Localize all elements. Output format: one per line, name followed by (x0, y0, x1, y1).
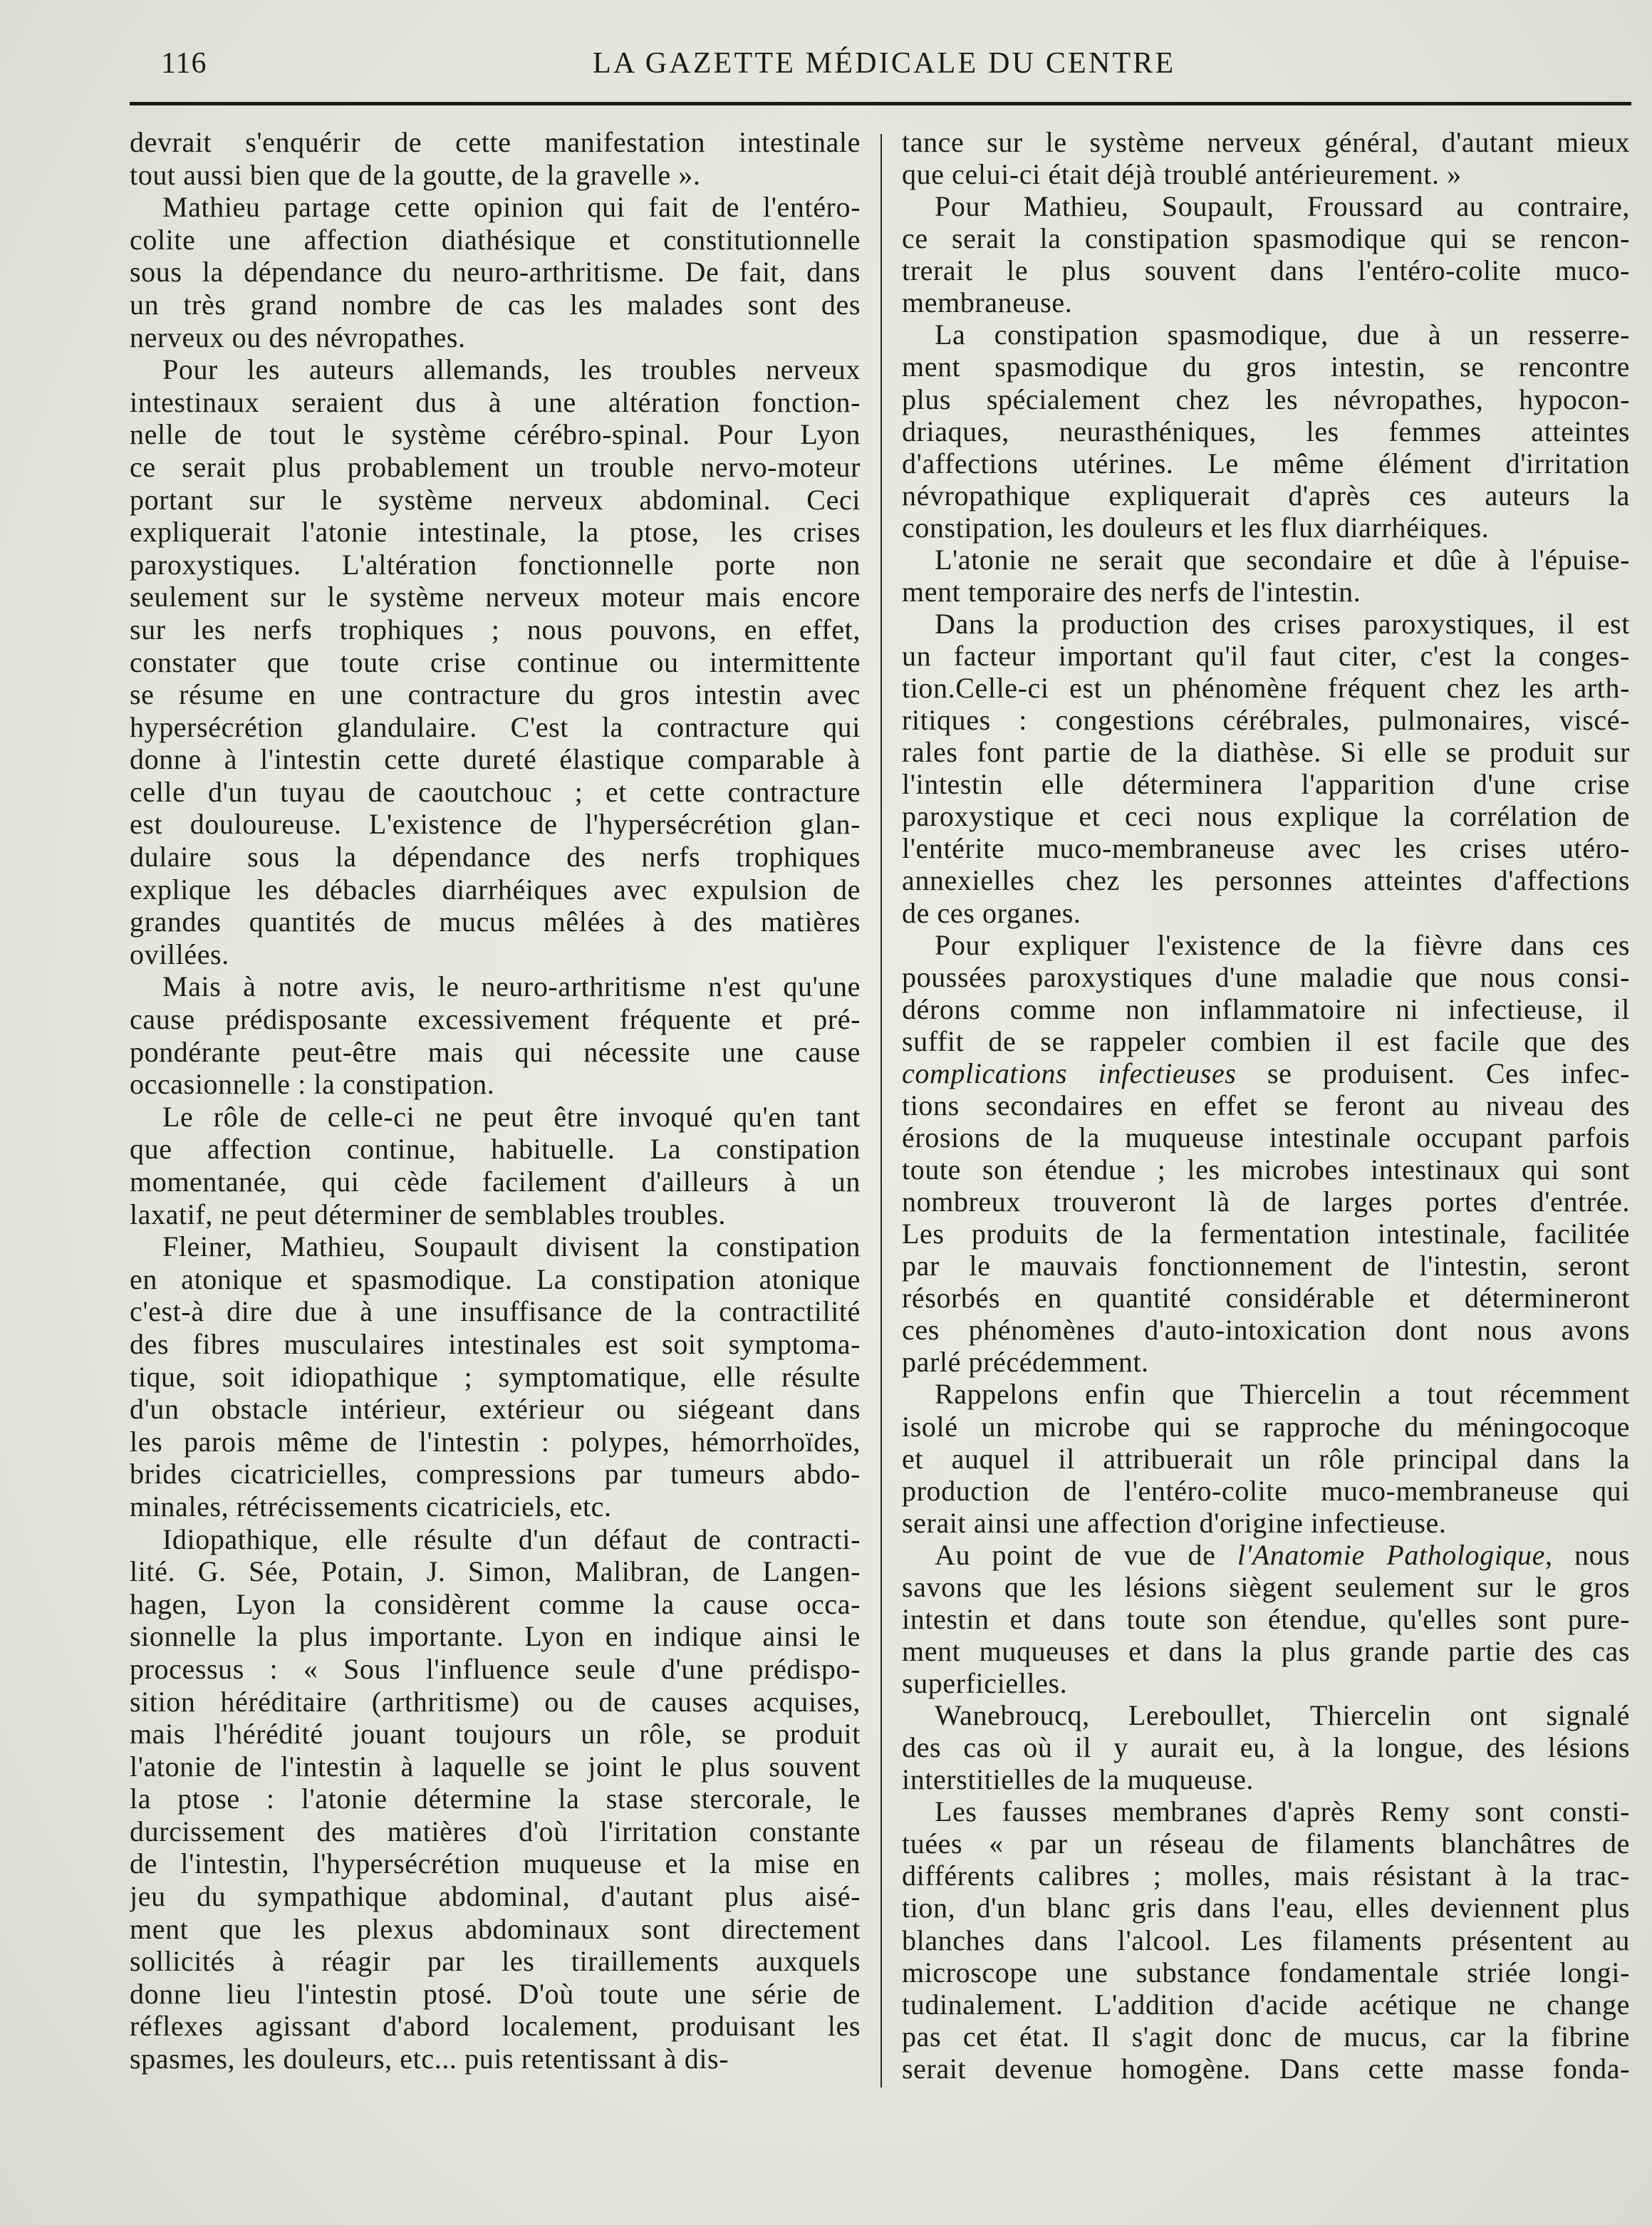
italic-text: complications infectieuses (902, 1057, 1237, 1089)
text-line: Dans la production des crises paroxystiques, il est (935, 607, 1630, 640)
text-line: d'affections utérines. Le même élément d'irritation (902, 447, 1630, 479)
right-column (902, 126, 1630, 2085)
text-line: hypersécrétion glandulaire. C'est la contracture qui (130, 710, 861, 743)
text-line: momentanée, qui cède facilement d'ailleurs à un (130, 1166, 861, 1198)
text-line: ce serait la constipation spasmodique qui se rencon- (902, 222, 1630, 255)
text-line: différents calibres ; molles, mais résistant à la trac- (902, 1860, 1630, 1892)
text-line: tion.Celle-ci est un phénomène fréquent chez les arth- (902, 672, 1630, 705)
text-line: résorbés en quantité considérable et détermineront (902, 1282, 1630, 1314)
text-line: tions secondaires en effet se feront au niveau des (902, 1089, 1630, 1121)
paragraph (902, 929, 1630, 1379)
text-line: les parois même de l'intestin : polypes, hémorrhoïdes, (130, 1425, 861, 1458)
paragraph (130, 126, 861, 191)
text-line: colite une affection diathésique et constitutionnelle (130, 223, 861, 256)
text-line: l'atonie de l'intestin à laquelle se joint le plus souvent (130, 1750, 861, 1783)
text-line: rales font partie de la diathèse. Si elle se produit sur (902, 736, 1630, 769)
text-line: blanches dans l'alcool. Les filaments présentent au (902, 1924, 1630, 1956)
text-line: La constipation spasmodique, due à un resserre- (935, 318, 1630, 351)
paragraph (902, 318, 1630, 543)
text-line: sur les nerfs trophiques ; nous pouvons, en effet, (130, 613, 861, 645)
text-line: cause prédisposante excessivement fréquente et pré- (130, 1003, 861, 1036)
paragraph (130, 1101, 861, 1230)
text-line: parlé précédemment. (902, 1346, 1149, 1379)
text-line: l'intestin elle déterminera l'apparition d'une crise (902, 768, 1630, 801)
text-line: membraneuse. (902, 286, 1073, 319)
text-line: est douloureuse. L'existence de l'hypersécrétion glan- (130, 808, 861, 841)
text-line: intestin et dans toute son étendue, qu'elles sont pure- (902, 1602, 1630, 1635)
paragraph (902, 126, 1630, 190)
text-line: durcissement des matières d'où l'irritation constante (130, 1815, 861, 1847)
text-line: lité. G. Sée, Potain, J. Simon, Malibran, de Langen- (130, 1555, 861, 1588)
text-line: que affection continue, habituelle. La constipation (130, 1133, 861, 1166)
text-line: tique, soit idiopathique ; symptomatique, elle résulte (130, 1360, 861, 1393)
text-line: de ces organes. (902, 896, 1081, 929)
text-line: seulement sur le système nerveux moteur mais encore (130, 581, 861, 613)
text-line: un facteur important qu'il faut citer, c'est la conges- (902, 640, 1630, 672)
text-line: tuées « par un réseau de filaments blanchâtres de (902, 1827, 1630, 1860)
text-line: savons que les lésions siègent seulement sur le gros (902, 1570, 1630, 1603)
text-line: jeu du sympathique abdominal, d'autant plus aisé- (130, 1880, 861, 1913)
text-line: sollicités à réagir par les tiraillements auxquels (130, 1945, 861, 1978)
text-line: ovillées. (130, 938, 229, 970)
text-line: isolé un microbe qui se rapproche du méningocoque (902, 1410, 1630, 1443)
text-line: constater que toute crise continue ou intermittente (130, 645, 861, 678)
text-line: Pour Mathieu, Soupault, Froussard au contraire, (935, 190, 1630, 223)
paragraph (902, 1539, 1630, 1699)
paragraph (902, 544, 1630, 608)
text-line: laxatif, ne peut déterminer de semblables troubles. (130, 1198, 726, 1230)
text-line: des cas où il y aurait eu, à la longue, des lésions (902, 1731, 1630, 1764)
text-line: ce serait plus probablement un trouble nervo-moteur (130, 450, 861, 483)
text-line: sition héréditaire (arthritisme) ou de causes acquises, (130, 1685, 861, 1718)
text-line: dulaire sous la dépendance des nerfs trophiques (130, 841, 861, 873)
column-divider (880, 134, 882, 2087)
left-column (130, 126, 861, 2075)
text-line: névropathique expliquerait d'après ces auteurs la (902, 479, 1630, 512)
text-line: ment spasmodique du gros intestin, se rencontre (902, 351, 1630, 383)
text-line: suffit de se rappeler combien il est facile que des (902, 1025, 1630, 1057)
text-line: l'entérite muco-membraneuse avec les crises utéro- (902, 832, 1630, 865)
text-line: hagen, Lyon la considèrent comme la cause occa- (130, 1587, 861, 1620)
text-line: minales, rétrécissements cicatriciels, etc. (130, 1490, 612, 1523)
text-line: spasmes, les douleurs, etc... puis retentissant à dis- (130, 2043, 729, 2075)
text-line: Fleiner, Mathieu, Soupault divisent la constipation (162, 1230, 861, 1263)
text-line: sionnelle la plus importante. Lyon en indique ainsi le (130, 1620, 861, 1653)
text-line: ment que les plexus abdominaux sont directement (130, 1912, 861, 1945)
page-number: 116 (161, 47, 207, 80)
text-run: se produisent. Ces infec- (1236, 1057, 1630, 1089)
text-line: expliquerait l'atonie intestinale, la ptose, les crises (130, 516, 861, 549)
text-line: Mais à notre avis, le neuro-arthritisme n'est qu'une (162, 970, 861, 1003)
text-line: Le rôle de celle-ci ne peut être invoqué qu'en tant (162, 1100, 861, 1133)
text-line: Les produits de la fermentation intestinale, facilitée (902, 1218, 1630, 1250)
text-line: Rappelons enfin que Thiercelin a tout récemment (935, 1378, 1630, 1411)
text-line: intestinaux seraient dus à une altération fonction- (130, 385, 861, 418)
text-line: se résume en une contracture du gros intestin avec (130, 678, 861, 711)
paragraph (130, 353, 861, 970)
text-line: donne à l'intestin cette dureté élastique comparable à (130, 743, 861, 776)
text-line: réflexes agissant d'abord localement, produisant les (130, 2010, 861, 2043)
text-line: nombreux trouveront là de larges portes d'entrée. (902, 1186, 1630, 1218)
text-line: érosions de la muqueuse intestinale occupant parfois (902, 1121, 1630, 1153)
text-line: serait devenue homogène. Dans cette masse fonda- (902, 2052, 1630, 2085)
text-line: que celui-ci était déjà troublé antérieurement. » (902, 158, 1462, 191)
text-line: Wanebroucq, Lereboullet, Thiercelin ont signalé (935, 1699, 1630, 1732)
text-line: et auquel il attribuerait un rôle principal dans la (902, 1442, 1630, 1475)
paragraph (130, 1230, 861, 1523)
paragraph (902, 190, 1630, 318)
text-line: interstitielles de la muqueuse. (902, 1763, 1254, 1796)
text-line: donne lieu l'intestin ptosé. D'où toute une série de (130, 1977, 861, 2010)
paragraph (902, 1378, 1630, 1538)
text-line (902, 1057, 1630, 1089)
text-line: tion, d'un blanc gris dans l'eau, elles deviennent plus (902, 1892, 1630, 1924)
italic-text: l'Anatomie Pathologique (1237, 1538, 1546, 1571)
journal-title: LA GAZETTE MÉDICALE DU CENTRE (593, 47, 1176, 80)
text-line: Pour les auteurs allemands, les troubles nerveux (162, 353, 861, 386)
text-run: Au point de vue de (935, 1538, 1237, 1571)
text-line: Pour expliquer l'existence de la fièvre dans ces (935, 928, 1630, 961)
text-line: portant sur le système nerveux abdominal. Ceci (130, 483, 861, 516)
paragraph (902, 1699, 1630, 1795)
text-line: L'atonie ne serait que secondaire et dûe à l'épuise- (935, 543, 1630, 576)
text-line: des fibres musculaires intestinales est soit symptoma- (130, 1327, 861, 1360)
text-line: ment temporaire des nerfs de l'intestin. (902, 575, 1361, 608)
text-line: sous la dépendance du neuro-arthritisme. De fait, dans (130, 256, 861, 289)
text-line: occasionnelle : la constipation. (130, 1068, 495, 1101)
text-line: mais l'hérédité jouant toujours un rôle, se produit (130, 1718, 861, 1751)
text-line: superficielles. (902, 1667, 1068, 1699)
text-line: devrait s'enquérir de cette manifestation intestinale (130, 126, 861, 158)
text-line: toute son étendue ; les microbes intestinaux qui sont (902, 1153, 1630, 1186)
text-line: Idiopathique, elle résulte d'un défaut de contracti- (162, 1523, 861, 1555)
text-line: ment muqueuses et dans la plus grande partie des cas (902, 1634, 1630, 1667)
paragraph (130, 191, 861, 353)
text-line: tance sur le système nerveux général, d'autant mieux (902, 126, 1630, 158)
text-line: constipation, les douleurs et les flux diarrhéiques. (902, 511, 1490, 544)
text-line: pas cet état. Il s'agit donc de mucus, car la fibrine (902, 2020, 1630, 2053)
text-line: brides cicatricielles, compressions par tumeurs abdo- (130, 1458, 861, 1490)
text-line: processus : « Sous l'influence seule d'une prédispo- (130, 1652, 861, 1685)
text-line: annexielles chez les personnes atteintes d'affections (902, 864, 1630, 897)
text-line: driaques, neurasthéniques, les femmes atteintes (902, 415, 1630, 447)
text-line: paroxystiques. L'altération fonctionnelle porte non (130, 548, 861, 581)
text-line: par le mauvais fonctionnement de l'intestin, seront (902, 1250, 1630, 1282)
text-line: production de l'entéro-colite muco-membraneuse qui (902, 1474, 1630, 1507)
text-line: d'un obstacle intérieur, extérieur ou siégeant dans (130, 1393, 861, 1426)
text-line: de l'intestin, l'hypersécrétion muqueuse et la mise en (130, 1847, 861, 1880)
text-line: tudinalement. L'addition d'acide acétique ne change (902, 1988, 1630, 2021)
text-line: c'est-à dire due à une insuffisance de la contractilité (130, 1295, 861, 1328)
text-line: ces phénomènes d'auto-intoxication dont nous avons (902, 1314, 1630, 1347)
paragraph (130, 970, 861, 1100)
text-line: nerveux ou des névropathes. (130, 321, 466, 353)
text-line: grandes quantités de mucus mêlées à des matières (130, 906, 861, 938)
text-line: celle d'un tuyau de caoutchouc ; et cette contracture (130, 775, 861, 808)
text-line: paroxystique et ceci nous explique la corrélation de (902, 800, 1630, 833)
header-rule (130, 102, 1631, 105)
paragraph (902, 1795, 1630, 2085)
text-line: en atonique et spasmodique. La constipation atonique (130, 1262, 861, 1295)
text-line (902, 1539, 1630, 1571)
text-line: explique les débacles diarrhéiques avec expulsion de (130, 873, 861, 906)
text-line: ritiques : congestions cérébrales, pulmonaires, viscé- (902, 704, 1630, 737)
paragraph (130, 1523, 861, 2075)
text-line: un très grand nombre de cas les malades sont des (130, 288, 861, 321)
text-line: serait ainsi une affection d'origine infectieuse. (902, 1506, 1447, 1539)
text-line: Mathieu partage cette opinion qui fait de l'entéro- (162, 191, 861, 224)
text-run: , nous (1545, 1538, 1630, 1571)
text-line: tout aussi bien que de la goutte, de la gravelle ». (130, 158, 701, 191)
paragraph (902, 608, 1630, 929)
text-line: dérons comme non inflammatoire ni infectieuse, il (902, 992, 1630, 1025)
text-line: microscope une substance fondamentale striée longi- (902, 1956, 1630, 1988)
text-line: nelle de tout le système cérébro-spinal. Pour Lyon (130, 418, 861, 451)
text-line: pondérante peut-être mais qui nécessite une cause (130, 1035, 861, 1068)
text-line: trerait le plus souvent dans l'entéro-colite muco- (902, 254, 1630, 287)
text-line: poussées paroxystiques d'une maladie que nous consi- (902, 960, 1630, 993)
text-line: plus spécialement chez les névropathes, hypocon- (902, 383, 1630, 415)
text-line: Les fausses membranes d'après Remy sont consti- (935, 1795, 1630, 1828)
text-line: la ptose : l'atonie détermine la stase stercorale, le (130, 1783, 861, 1815)
